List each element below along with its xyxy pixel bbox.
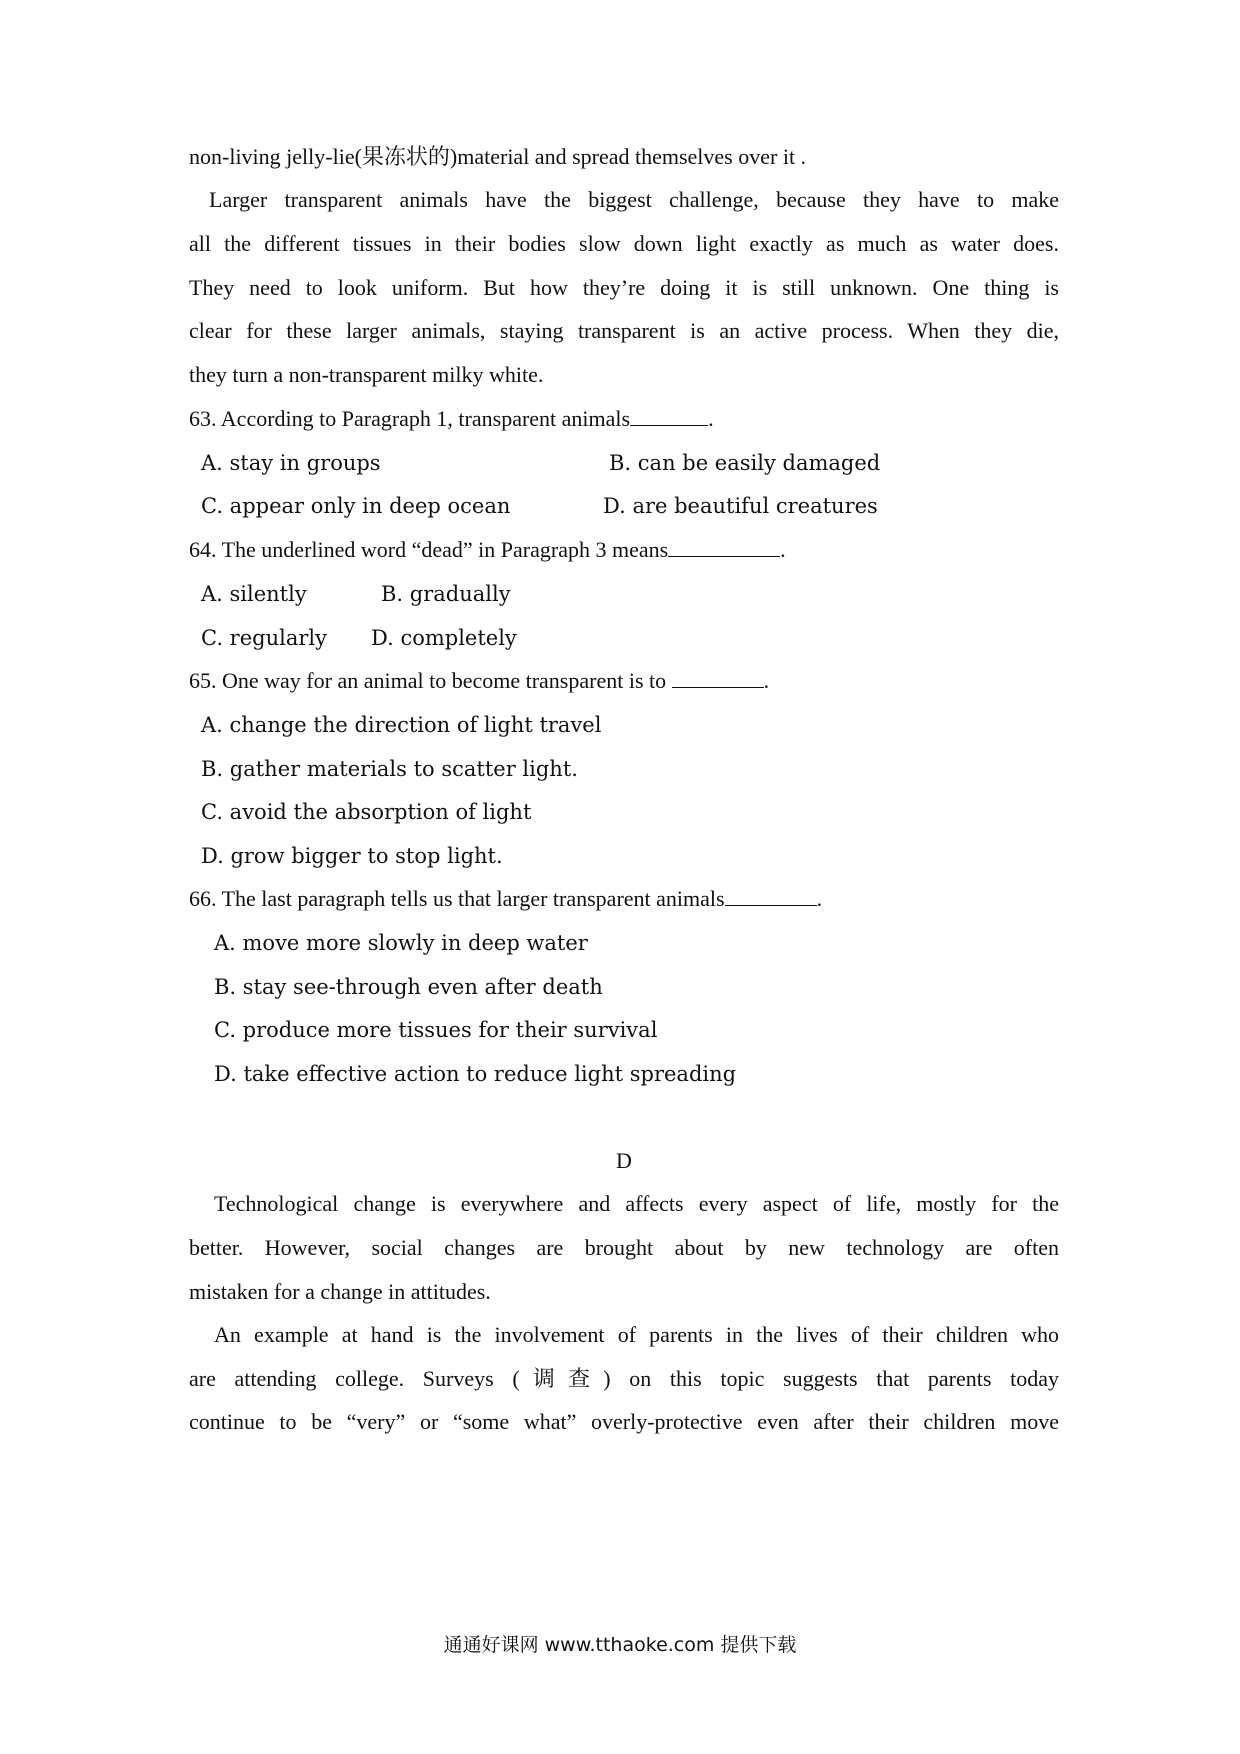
answer-blank xyxy=(672,667,764,688)
option: A. change the direction of light travel xyxy=(201,713,602,737)
paragraph-line: They need to look uniform. But how they’re doing it is still unknown. One thing is xyxy=(189,275,1059,300)
option: D. grow bigger to stop light. xyxy=(201,844,503,868)
option: D. are beautiful creatures xyxy=(603,494,878,518)
paragraph-line: mistaken for a change in attitudes. xyxy=(189,1279,491,1304)
paragraph-line: An example at hand is the involvement of parents in the lives of their children who xyxy=(214,1322,1059,1347)
question-63-stem: 63. According to Paragraph 1, transparent animals . xyxy=(189,406,714,431)
paragraph-line: better. However, social changes are brought about by new technology are often xyxy=(189,1235,1059,1260)
answer-blank xyxy=(725,885,817,906)
option: A. move more slowly in deep water xyxy=(214,931,588,955)
option: C. avoid the absorption of light xyxy=(201,800,532,824)
option: C. produce more tissues for their survival xyxy=(214,1018,658,1042)
option: C. appear only in deep ocean xyxy=(201,494,511,518)
question-65-stem: 65. One way for an animal to become transparent is to . xyxy=(189,668,770,693)
option: A. silently xyxy=(201,582,307,606)
paragraph-line: all the different tissues in their bodies slow down light exactly as much as water does. xyxy=(189,231,1059,256)
option: B. can be easily damaged xyxy=(609,451,881,475)
option: C. regularly xyxy=(201,626,327,650)
option: D. take effective action to reduce light spreading xyxy=(214,1062,737,1086)
option: D. completely xyxy=(371,626,517,650)
option: B. stay see-through even after death xyxy=(214,975,603,999)
question-66-stem: 66. The last paragraph tells us that larger transparent animals . xyxy=(189,886,823,911)
paragraph-line: Technological change is everywhere and affects every aspect of life, mostly for the xyxy=(214,1191,1059,1216)
option: A. stay in groups xyxy=(201,451,381,475)
paragraph-line: continue to be “very” or “some what” overly-protective even after their children move xyxy=(189,1409,1059,1434)
paragraph-line: are attending college. Surveys (调查) on this topic suggests that parents today xyxy=(189,1366,1059,1391)
page-footer: 通通好课网 www.tthaoke.com 提供下载 xyxy=(443,1634,797,1656)
question-64-stem: 64. The underlined word “dead” in Paragraph 3 means . xyxy=(189,537,786,562)
option: B. gradually xyxy=(381,582,511,606)
paragraph-line: clear for these larger animals, staying transparent is an active process. When they die, xyxy=(189,318,1059,343)
intro-line: non-living jelly-lie(果冻状的)material and spread themselves over it . xyxy=(189,144,807,169)
option: B. gather materials to scatter light. xyxy=(201,757,578,781)
section-title: D xyxy=(616,1148,632,1173)
answer-blank xyxy=(630,405,708,426)
paragraph-line: they turn a non-transparent milky white. xyxy=(189,362,544,387)
answer-blank xyxy=(668,536,780,557)
paragraph-line: Larger transparent animals have the biggest challenge, because they have to make xyxy=(209,187,1059,212)
